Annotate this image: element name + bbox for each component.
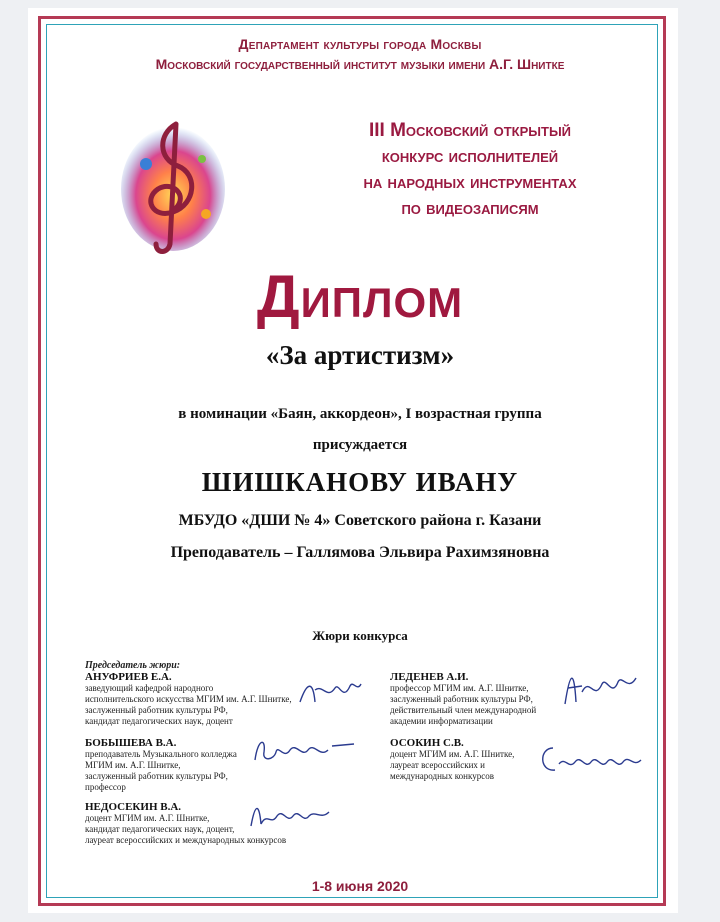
treble-clef-logo-icon <box>118 104 228 264</box>
diploma-title: Диплом <box>256 263 464 330</box>
diploma-date: 1-8 июня 2020 <box>311 878 409 894</box>
jury-member-name: НЕДОСЕКИН В.А. <box>85 801 182 813</box>
jury-chair-label: Председатель жюри: <box>85 660 181 671</box>
school-name: МБУДО «ДШИ № 4» Советского района г. Казани <box>178 512 542 529</box>
jury-member-desc: профессор МГИМ им. А.Г. Шнитке, заслуженный работник культуры РФ, действительный член международной академии информатизации <box>390 683 537 726</box>
teacher-name: Преподаватель – Галлямова Эльвира Рахимзяновна <box>170 544 550 561</box>
signature-osokin-icon <box>535 738 645 778</box>
signature-nedosekin-icon <box>245 796 335 836</box>
jury-member-name: ЛЕДЕНЕВ А.И. <box>390 671 469 683</box>
signature-bobysheva-icon <box>250 730 360 770</box>
awarded-text: присуждается <box>312 437 408 453</box>
jury-member <box>390 738 555 782</box>
competition-line-2: конкурс исполнителей <box>381 146 559 167</box>
award-title: «За артистизм» <box>265 340 455 370</box>
jury-member-name: АНУФРИЕВ Е.А. <box>85 671 172 683</box>
jury-member <box>390 672 555 727</box>
jury-member-desc: преподаватель Музыкального колледжа МГИМ им. А.Г. Шнитке, заслуженный работник культуры РФ, профессор <box>85 749 237 792</box>
jury-member-name: ОСОКИН С.В. <box>390 737 464 749</box>
nomination-text: в номинации «Баян, аккордеон», I возрастная группа <box>178 406 542 422</box>
jury-title: Жюри конкурса <box>312 628 408 643</box>
competition-line-4: по видеозаписям <box>401 198 539 219</box>
jury-member-desc: заведующий кафедрой народного исполнительского искусства МГИМ им. А.Г. Шнитке, заслуженный работник культуры РФ, кандидат педагогических наук, доцент <box>85 683 292 726</box>
jury-member <box>85 672 295 727</box>
jury-member-desc: доцент МГИМ им. А.Г. Шнитке, кандидат педагогических наук, доцент, лауреат всероссийских и международных конкурсов <box>85 813 287 845</box>
signature-ledenev-icon <box>560 662 640 712</box>
institute-title: Московский государственный институт музыки имени А.Г. Шнитке <box>155 56 565 72</box>
signature-anufriev-icon <box>295 672 365 712</box>
jury-member-name: БОБЫШЕВА В.А. <box>85 737 177 749</box>
jury-member-desc: доцент МГИМ им. А.Г. Шнитке, лауреат всероссийских и международных конкурсов <box>390 749 515 781</box>
competition-line-3: на народных инструментах <box>363 172 577 193</box>
recipient-name: ШИШКАНОВУ ИВАНУ <box>201 467 519 497</box>
competition-line-1: III Московский открытый <box>368 120 572 141</box>
department-title: Департамент культуры города Москвы <box>238 36 482 52</box>
